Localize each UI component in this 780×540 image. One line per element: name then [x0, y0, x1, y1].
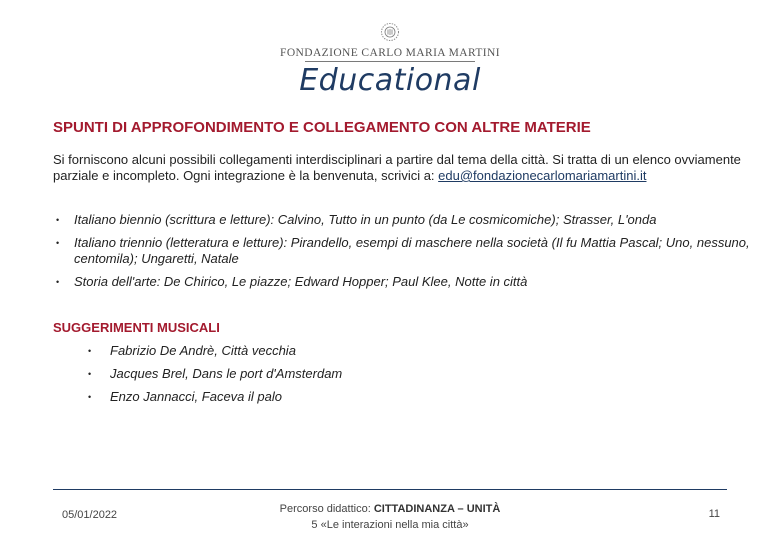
foundation-logo [0, 22, 780, 98]
bullet: • [56, 277, 60, 287]
list-item [53, 212, 753, 228]
list-item-text: Fabrizio De Andrè, Città vecchia [110, 343, 296, 358]
intro-paragraph [53, 152, 743, 184]
contact-email-link[interactable]: edu@fondazionecarlomariamartini.it [438, 168, 647, 183]
logo-divider [305, 61, 475, 62]
interdisciplinary-links-list [53, 212, 753, 297]
page-title: SPUNTI DI APPROFONDIMENTO E COLLEGAMENTO CON ALTRE MATERIE [53, 119, 591, 136]
list-item [88, 343, 342, 359]
footer-course [230, 501, 550, 533]
bullet: • [88, 392, 92, 402]
list-item-text: Enzo Jannacci, Faceva il palo [110, 389, 282, 404]
educational-wordmark: Educational [299, 63, 481, 98]
list-item-text: Italiano triennio (letteratura e letture): Pirandello, esempi di maschere nella società (Il fu Mattia Pascal; Uno, nessuno, centomila); Ungaretti, Natale [74, 235, 750, 266]
bullet: • [56, 215, 60, 225]
list-item-text: Italiano biennio (scrittura e letture): Calvino, Tutto in un punto (da Le cosmicomiche); Strasser, L'onda [74, 212, 657, 227]
bullet: • [56, 238, 60, 248]
footer-course-name: CITTADINANZA – UNITÀ [373, 503, 501, 515]
music-section-title: SUGGERIMENTI MUSICALI [53, 320, 220, 335]
list-item [88, 389, 342, 405]
music-suggestions-list [88, 343, 342, 412]
foundation-name: FONDAZIONE CARLO MARIA MARTINI [280, 47, 500, 59]
bullet: • [88, 369, 92, 379]
footer-date: 05/01/2022 [62, 509, 118, 521]
list-item [88, 366, 342, 382]
list-item [53, 235, 753, 267]
page-number: 11 [708, 508, 720, 520]
list-item-text: Jacques Brel, Dans le port d'Amsterdam [110, 366, 343, 381]
list-item-text: Storia dell'arte: De Chirico, Le piazze; Edward Hopper; Paul Klee, Notte in città [74, 274, 528, 289]
crest-emblem-icon [380, 22, 400, 42]
footer-course-prefix: Percorso didattico: [279, 503, 374, 515]
footer-course-unit: 5 «Le interazioni nella mia città» [311, 519, 469, 531]
intro-text: Si forniscono alcuni possibili collegamenti interdisciplinari a partire dal tema della città. Si tratta di un elenco ovviamente parziale e incompleto. Ogni integrazione è la benvenuta, scrivici a: [53, 152, 741, 183]
list-item [53, 274, 753, 290]
footer-divider [53, 489, 727, 490]
bullet: • [88, 346, 92, 356]
